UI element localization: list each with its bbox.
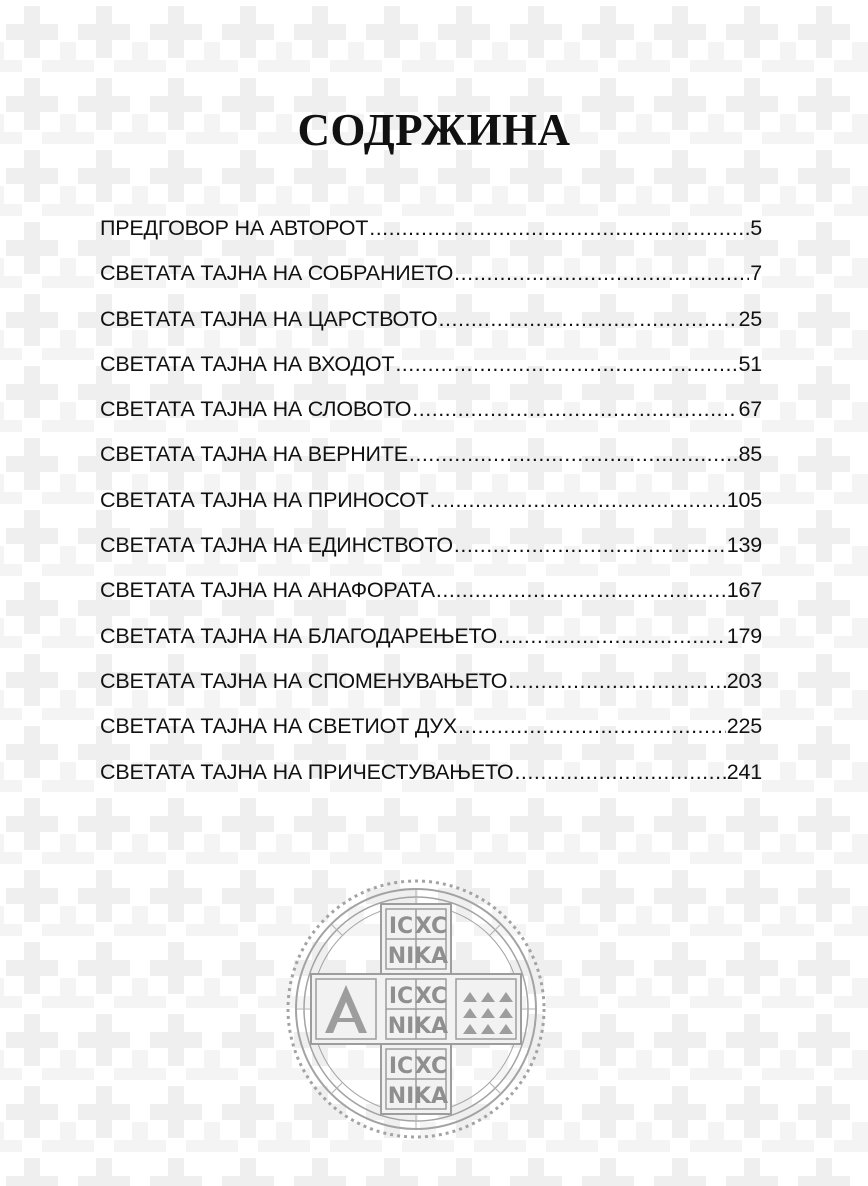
toc-entry-page: 167 <box>726 578 762 603</box>
svg-text:NI: NI <box>387 1084 415 1109</box>
toc-entry[interactable] <box>100 436 762 481</box>
toc-entry-page: 25 <box>738 306 762 331</box>
svg-text:IC: IC <box>388 914 414 939</box>
toc-dot-leader <box>412 391 737 427</box>
toc-entry[interactable] <box>100 527 762 572</box>
toc-entry-label: СВЕТАТА ТАЈНА НА ЦАРСТВОТО <box>100 306 438 331</box>
toc-dot-leader <box>454 255 749 291</box>
toc-entry-label: СВЕТАТА ТАЈНА НА БЛАГОДАРЕЊЕТО <box>100 623 497 648</box>
toc-entry[interactable] <box>100 708 762 753</box>
toc-entry-label: СВЕТАТА ТАЈНА НА ЕДИНСТВОТО <box>100 533 453 558</box>
toc-entry-page: 139 <box>726 533 762 558</box>
toc-entry-label: СВЕТАТА ТАЈНА НА ВЕРНИТЕ <box>100 442 408 467</box>
toc-dot-leader <box>454 527 726 563</box>
toc-entry-label: СВЕТАТА ТАЈНА НА ПРИНОСОТ <box>100 487 429 512</box>
toc-entry[interactable] <box>100 482 762 527</box>
toc-list <box>100 210 762 799</box>
toc-entry-label: СВЕТАТА ТАЈНА НА СЛОВОТО <box>100 397 412 422</box>
toc-entry[interactable] <box>100 618 762 663</box>
page-title: СОДРЖИНА <box>297 105 571 155</box>
toc-entry-page: 225 <box>726 714 762 739</box>
toc-entry-label: СВЕТАТА ТАЈНА НА ВХОДОТ <box>100 351 395 376</box>
svg-text:IC: IC <box>388 984 414 1009</box>
toc-entry-label: ПРЕДГОВОР НА АВТОРОТ <box>100 216 369 240</box>
toc-dot-leader <box>436 572 726 608</box>
toc-entry[interactable] <box>100 572 762 617</box>
svg-text:XC: XC <box>414 1054 448 1079</box>
toc-entry-label: СВЕТАТА ТАЈНА НА СВЕТИОТ ДУХ <box>100 714 458 739</box>
toc-entry-page: 51 <box>738 351 762 376</box>
svg-text:KA: KA <box>413 1084 449 1109</box>
toc-dot-leader <box>439 301 738 337</box>
svg-text:XC: XC <box>414 914 448 939</box>
toc-entry-page: 7 <box>750 261 762 286</box>
toc-entry-label: СВЕТАТА ТАЈНА НА ПРИЧЕСТУВАЊЕТО <box>100 759 514 784</box>
toc-dot-leader <box>458 708 726 744</box>
toc-entry-page: 203 <box>726 668 762 693</box>
toc-dot-leader <box>498 618 726 654</box>
toc-dot-leader <box>508 663 725 699</box>
toc-entry-label: СВЕТАТА ТАЈНА НА СОБРАНИЕТО <box>100 261 454 286</box>
toc-entry-page: 105 <box>726 487 762 512</box>
toc-dot-leader <box>395 346 737 382</box>
svg-text:NI: NI <box>387 944 415 969</box>
toc-entry[interactable] <box>100 301 762 346</box>
toc-entry-label: СВЕТАТА ТАЈНА НА СПОМЕНУВАЊЕТО <box>100 668 508 693</box>
toc-entry[interactable] <box>100 210 762 255</box>
toc-dot-leader <box>430 482 726 518</box>
svg-text:XC: XC <box>414 984 448 1009</box>
toc-entry-page: 5 <box>750 216 762 240</box>
svg-text:KA: KA <box>413 944 449 969</box>
toc-entry-page: 241 <box>726 759 762 784</box>
toc-entry[interactable] <box>100 346 762 391</box>
toc-entry-label: СВЕТАТА ТАЈНА НА АНАФОРАТА <box>100 578 435 603</box>
toc-entry-page: 85 <box>738 442 762 467</box>
prosphora-seal-icon <box>285 878 547 1140</box>
toc-entry[interactable] <box>100 391 762 436</box>
toc-entry[interactable] <box>100 663 762 708</box>
toc-dot-leader <box>409 436 738 472</box>
toc-entry[interactable] <box>100 255 762 300</box>
svg-text:IC: IC <box>388 1054 414 1079</box>
toc-dot-leader <box>369 210 749 246</box>
svg-text:NI: NI <box>387 1014 415 1039</box>
toc-dot-leader <box>514 754 725 790</box>
svg-text:KA: KA <box>413 1014 449 1039</box>
toc-entry-page: 67 <box>738 397 762 422</box>
toc-entry[interactable] <box>100 754 762 799</box>
toc-entry-page: 179 <box>726 623 762 648</box>
